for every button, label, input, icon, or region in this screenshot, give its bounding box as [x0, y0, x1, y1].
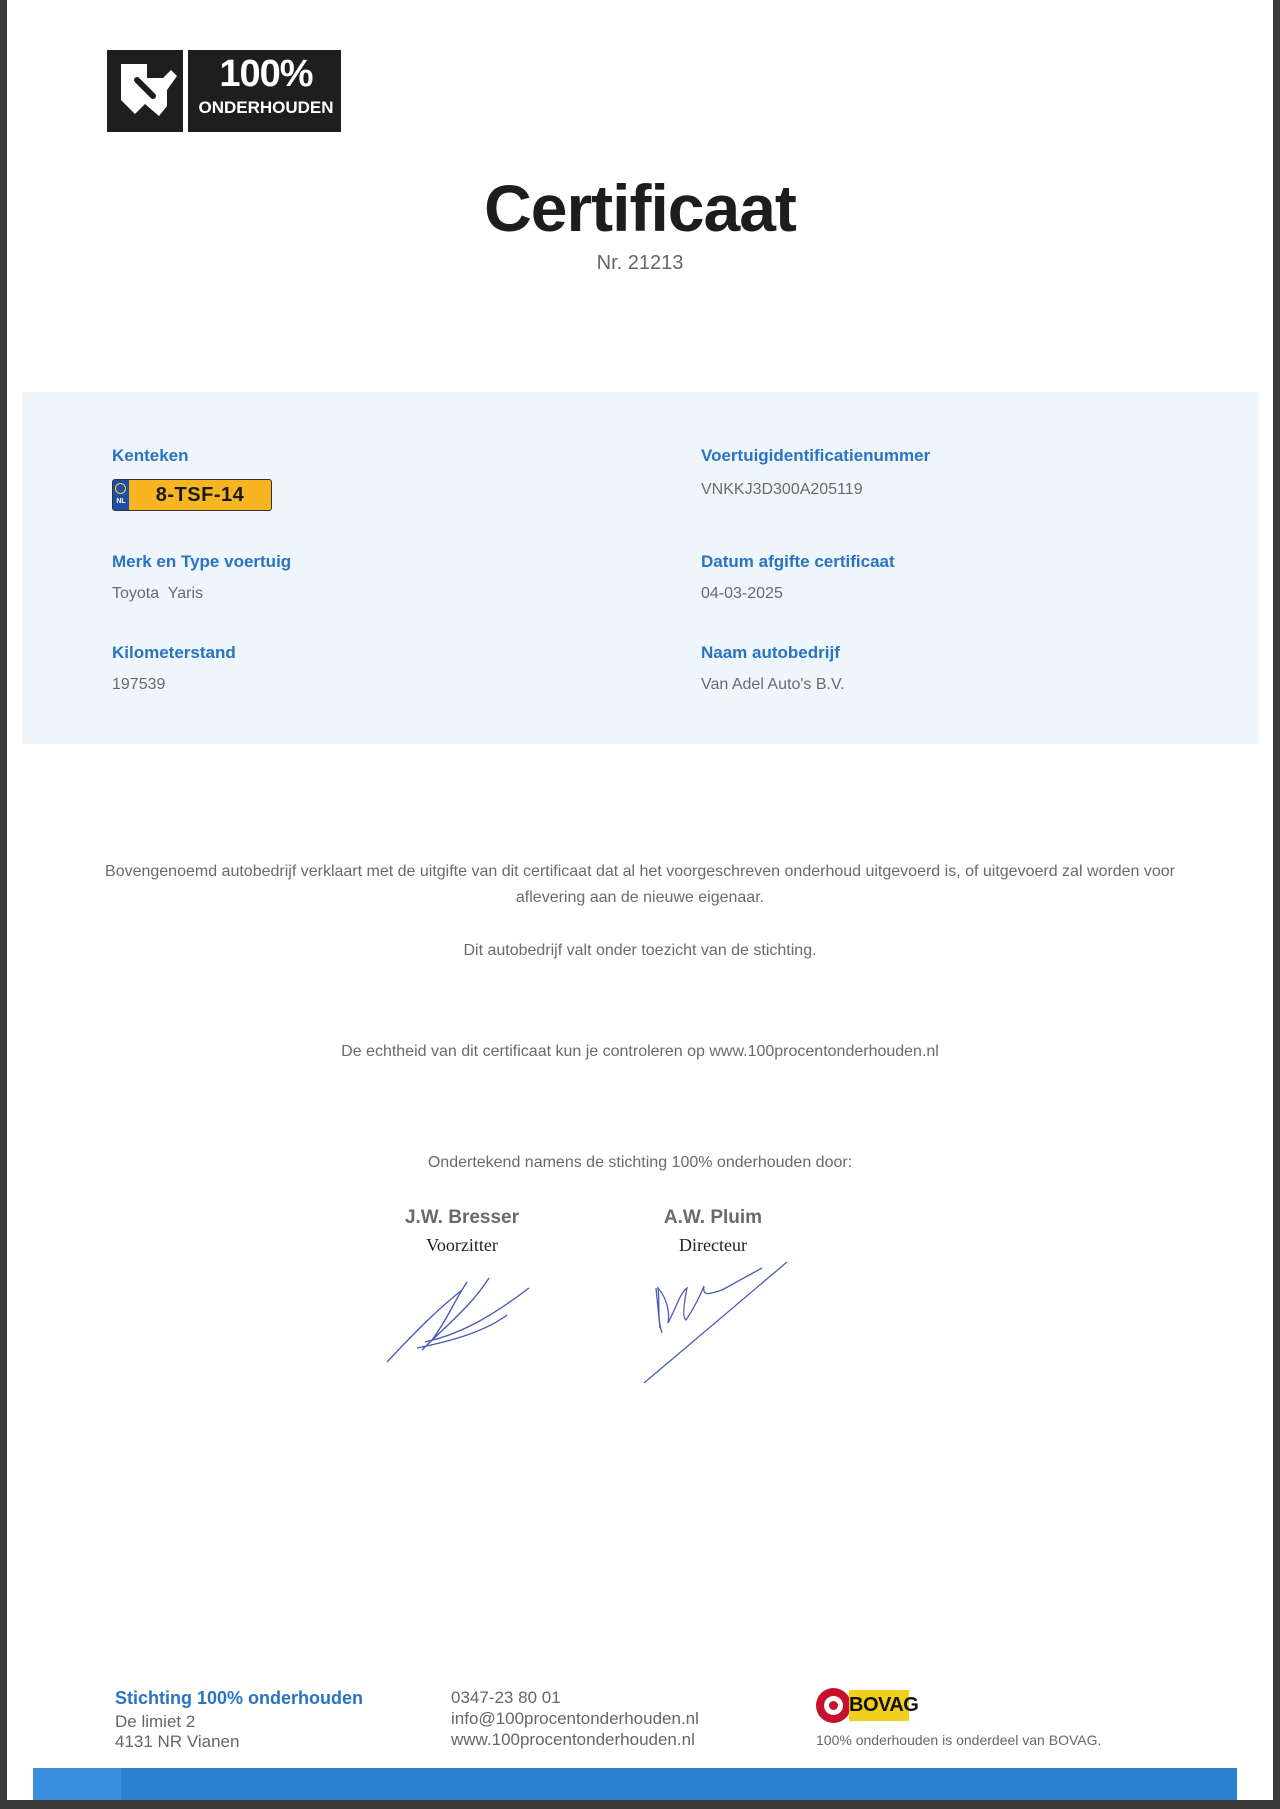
license-plate: [112, 479, 272, 511]
bovag-label: BOVAG: [849, 1690, 909, 1721]
page-title: Certificaat: [484, 171, 796, 245]
make-value: Toyota Yaris: [112, 585, 204, 602]
issue-date-value: 04-03-2025: [701, 585, 783, 602]
bovag-emblem-icon: [816, 1688, 851, 1723]
certificate-page: [7, 0, 1273, 1800]
statement-line-1: Bovengenoemd autobedrijf verklaart met de uitgifte van dit certificaat dat al het voorgeschreven onderhoud uitgevoerd is, of uitgevoerd zal worden voor: [105, 863, 1175, 880]
logo-percent-text: 100%: [219, 53, 313, 95]
garage-label: Naam autobedrijf: [701, 643, 840, 662]
footer-website-link[interactable]: www.100procentonderhouden.nl: [451, 1730, 695, 1749]
certificate-number: Nr. 21213: [596, 252, 684, 274]
logo-word-text: ONDERHOUDEN: [198, 98, 334, 117]
footer-address-line-1: De limiet 2: [115, 1712, 196, 1731]
footer-bar-accent: [33, 1768, 121, 1800]
bovag-logo: [816, 1688, 919, 1723]
statement-line-2: aflevering aan de nieuwe eigenaar.: [515, 889, 765, 906]
bovag-note: 100% onderhouden is onderdeel van BOVAG.: [816, 1732, 1102, 1748]
supervision-text: Dit autobedrijf valt onder toezicht van de stichting.: [463, 942, 817, 959]
signer-2-name: A.W. Pluim: [663, 1207, 763, 1228]
footer-org-name: Stichting 100% onderhouden: [115, 1688, 364, 1708]
kenteken-value: 8-TSF-14: [155, 484, 245, 506]
plate-country: NL: [116, 498, 126, 505]
signature-1: [377, 1270, 537, 1370]
vin-label: Voertuigidentificatienummer: [701, 446, 931, 465]
authenticity-text: De echtheid van dit certificaat kun je controleren op www.100procentonderhouden.nl: [341, 1043, 939, 1060]
footer-bar: [33, 1768, 1237, 1800]
mileage-value: 197539: [112, 676, 166, 693]
make-label: Merk en Type voertuig: [112, 552, 292, 571]
vin-value: VNKKJ3D300A205119: [701, 481, 863, 498]
issue-date-label: Datum afgifte certificaat: [701, 552, 895, 571]
footer-address-line-2: 4131 NR Vianen: [115, 1732, 240, 1751]
mileage-label: Kilometerstand: [112, 643, 236, 662]
brand-logo: [107, 50, 341, 132]
signature-2: [632, 1258, 792, 1388]
eu-flag-icon: [113, 480, 129, 510]
garage-value: Van Adel Auto's B.V.: [701, 676, 845, 693]
signed-by-text: Ondertekend namens de stichting 100% onderhouden door:: [427, 1154, 853, 1171]
footer-phone: 0347-23 80 01: [451, 1688, 561, 1707]
footer-email-link[interactable]: info@100procentonderhouden.nl: [451, 1709, 699, 1728]
signer-1-name: J.W. Bresser: [404, 1207, 520, 1228]
signer-1-role: Voorzitter: [426, 1235, 498, 1255]
kenteken-label: Kenteken: [112, 446, 189, 465]
signer-2-role: Directeur: [679, 1235, 747, 1255]
